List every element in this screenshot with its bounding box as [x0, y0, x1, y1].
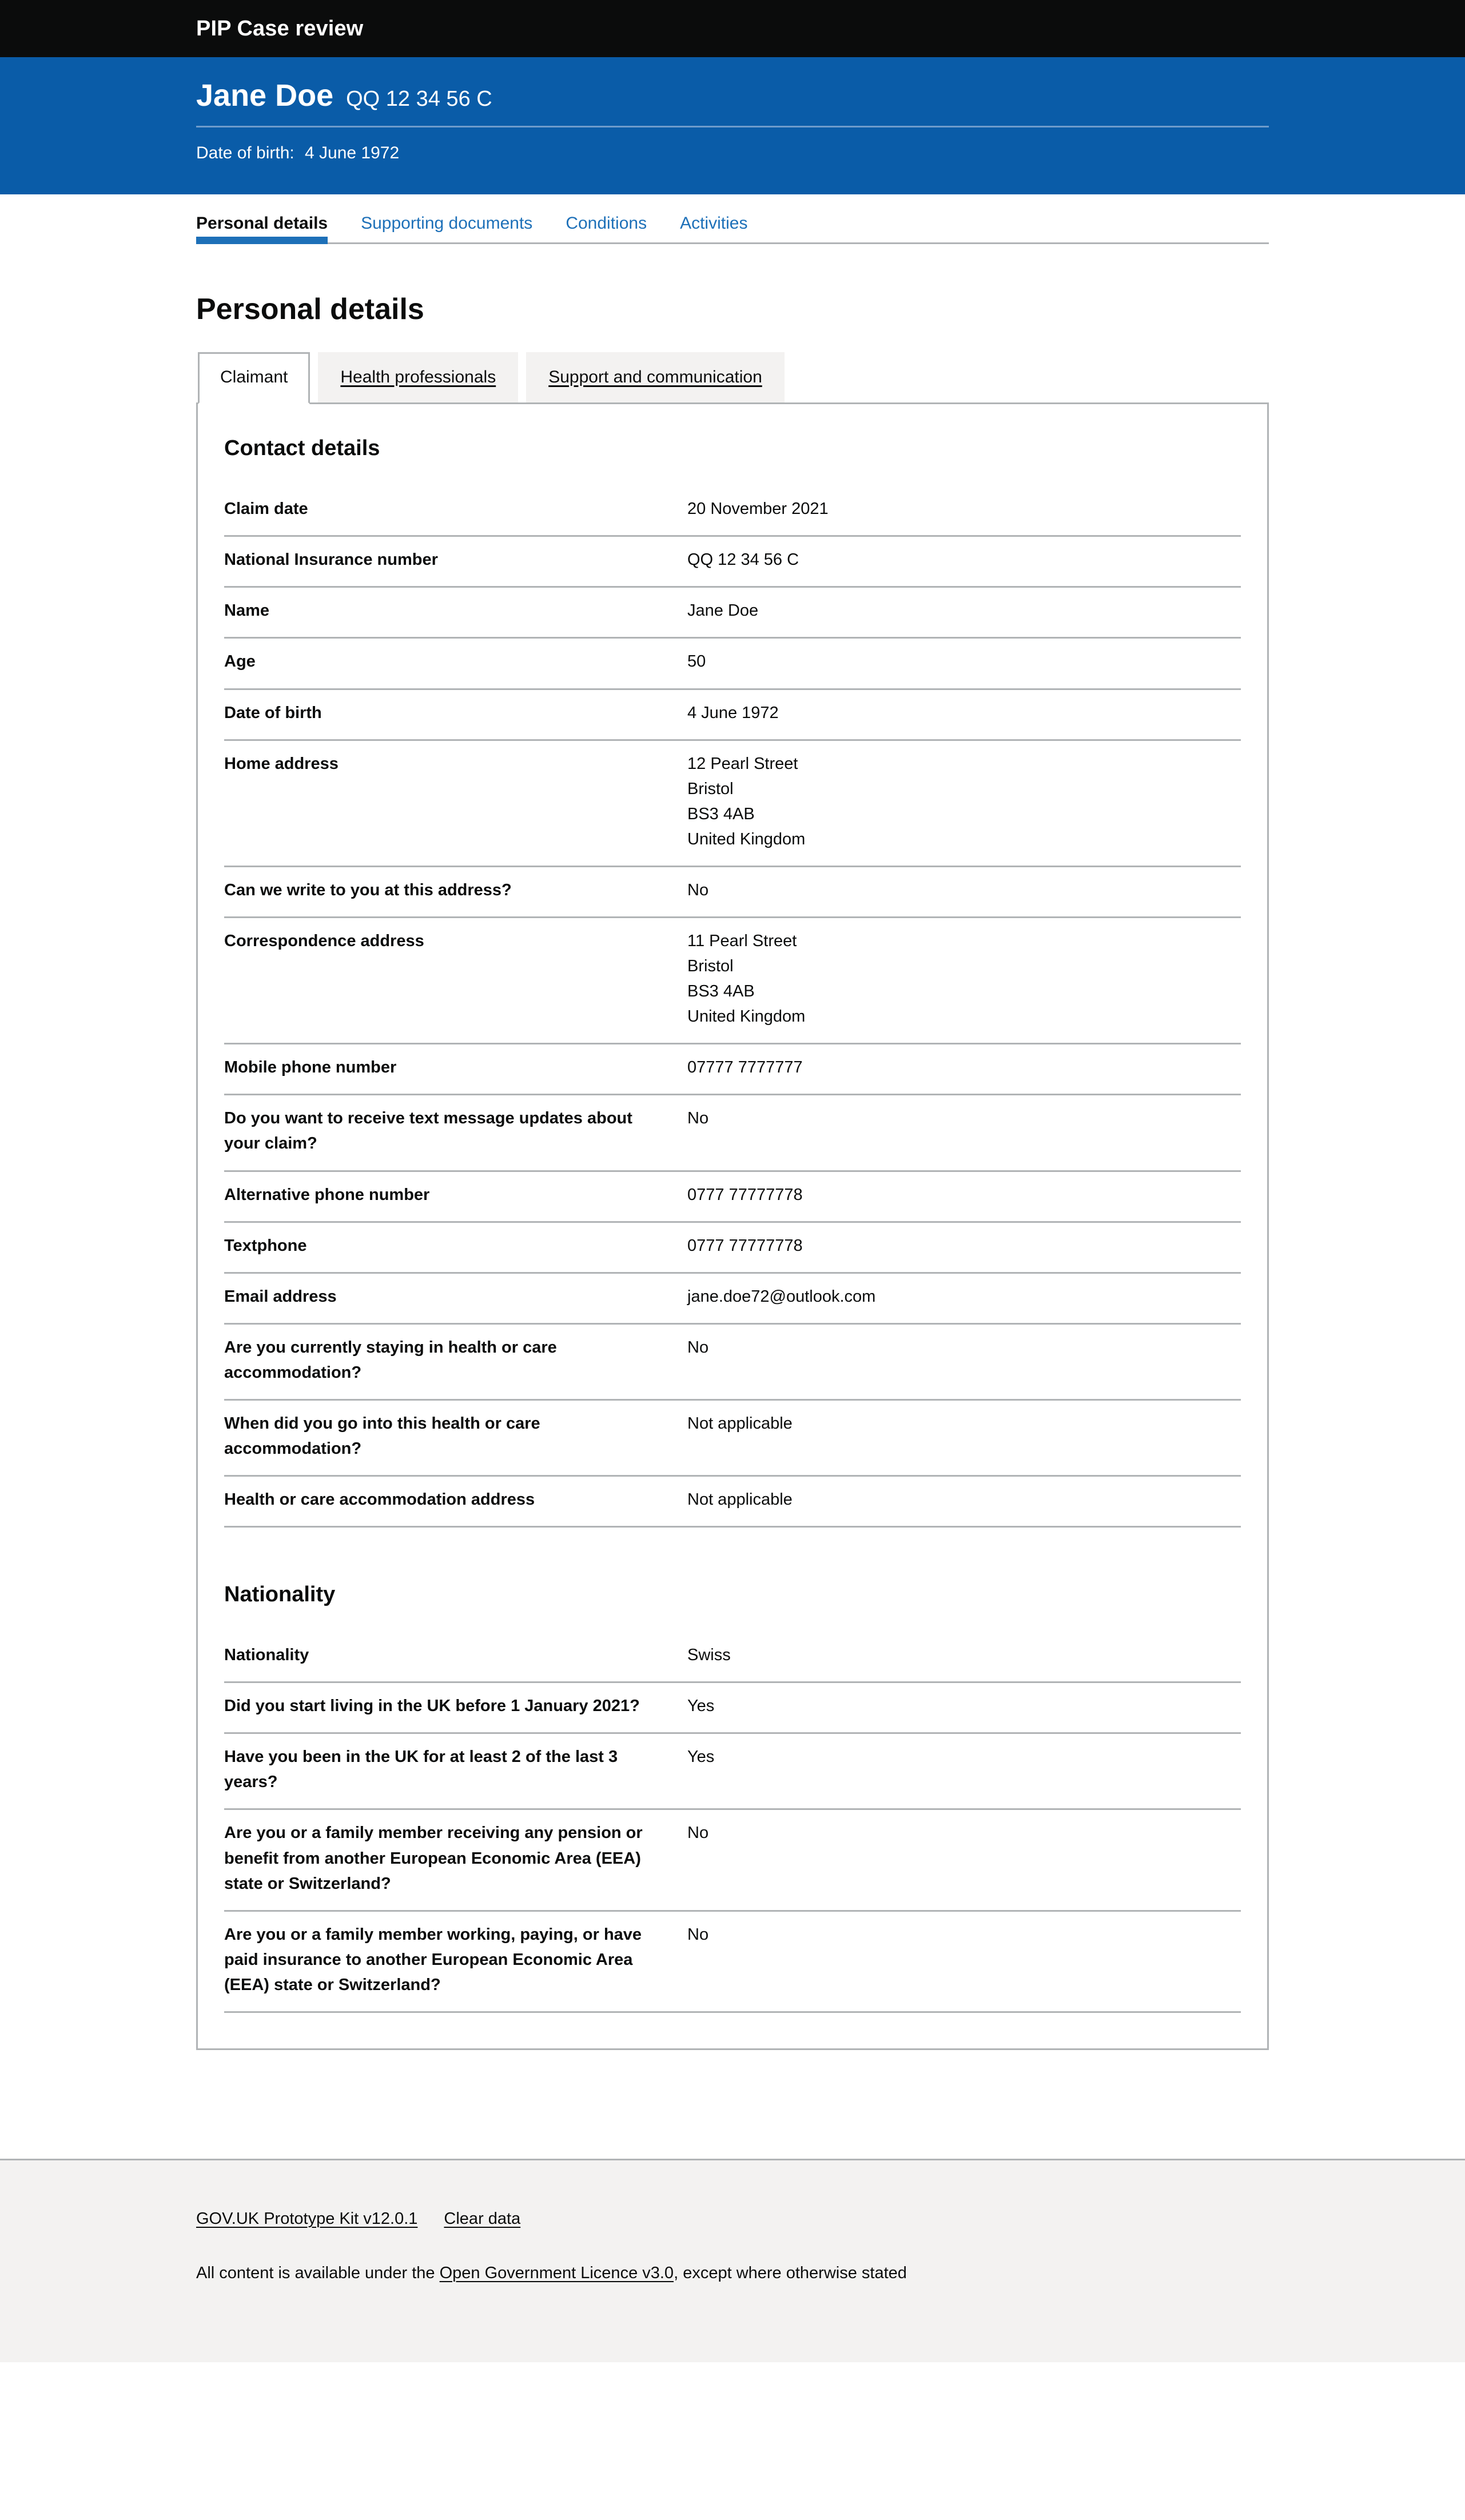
footer-inner [172, 2210, 1293, 2283]
summary-row-key: Alternative phone number [224, 1185, 430, 1204]
open-government-licence-link[interactable]: Open Government Licence v3.0 [439, 2263, 674, 2282]
summary-row-value: Not applicable [687, 1414, 793, 1433]
main-navigation [0, 194, 1465, 244]
summary-row [224, 741, 1241, 867]
summary-row-key: Did you start living in the UK before 1 January 2021? [224, 1697, 640, 1716]
summary-row [224, 1810, 1241, 1911]
summary-row-key: Have you been in the UK for at least 2 of the last 3 years? [224, 1748, 618, 1792]
claimant-nino: QQ 12 34 56 C [346, 87, 492, 111]
address-line: 11 Pearl Street [687, 931, 797, 950]
sub-tabs [196, 352, 1269, 2050]
contact-details-summary-list [224, 486, 1241, 1528]
summary-row [224, 918, 1241, 1044]
summary-row-key: Date of birth [224, 703, 322, 722]
summary-row-value: Not applicable [687, 1490, 793, 1509]
summary-row [224, 1632, 1241, 1683]
claimant-tab-panel [196, 402, 1269, 2050]
summary-row-value: 0777 77777778 [687, 1185, 803, 1204]
summary-row-value: QQ 12 34 56 C [687, 551, 799, 569]
main-nav-item-personal-details[interactable]: Personal details [196, 214, 328, 242]
summary-row-value: Jane Doe [687, 601, 759, 620]
claimant-dob [196, 143, 1269, 163]
claimant-identity [196, 80, 1269, 127]
summary-row-key: Nationality [224, 1646, 309, 1665]
summary-row-key: Are you or a family member receiving any pension or benefit from another European Economic Area (EEA) state or Switzerland? [224, 1824, 643, 1893]
claimant-banner-inner [172, 80, 1293, 163]
page-title: Personal details [196, 293, 424, 326]
summary-row-value: No [687, 1824, 709, 1843]
summary-row [224, 690, 1241, 741]
main-nav-item-conditions[interactable]: Conditions [566, 214, 647, 233]
summary-row [224, 1325, 1241, 1401]
summary-row-value: 50 [687, 652, 706, 671]
summary-row-value: No [687, 1109, 709, 1128]
summary-row [224, 1477, 1241, 1528]
summary-row-key: Claim date [224, 500, 308, 519]
summary-row [224, 639, 1241, 689]
summary-row-key: Do you want to receive text message updates about your claim? [224, 1109, 632, 1153]
summary-row [224, 1044, 1241, 1095]
sub-tab-support-and-communication[interactable] [526, 352, 785, 402]
summary-row-value: jane.doe72@outlook.com [687, 1287, 876, 1306]
summary-row-value: 20 November 2021 [687, 500, 829, 519]
main-nav-item-activities[interactable]: Activities [680, 214, 748, 233]
summary-row-key: Are you or a family member working, paying, or have paid insurance to another European Economic Area (EEA) state or Switzerland? [224, 1925, 642, 1994]
summary-row [224, 1734, 1241, 1810]
summary-row-value: 07777 7777777 [687, 1058, 803, 1077]
address-line: Bristol [687, 957, 734, 976]
service-name: PIP Case review [196, 16, 364, 41]
sub-tabs-list [196, 352, 1269, 402]
nationality-summary-list [224, 1632, 1241, 2013]
summary-row-key: Can we write to you at this address? [224, 880, 512, 899]
claimant-dob-value: 4 June 1972 [305, 143, 400, 162]
claimant-name: Jane Doe [196, 78, 334, 113]
nationality-heading: Nationality [224, 1582, 336, 1607]
summary-row-key: Correspondence address [224, 931, 424, 950]
footer-links [196, 2210, 1269, 2228]
contact-details-heading: Contact details [224, 436, 380, 461]
claimant-banner [0, 57, 1465, 194]
summary-row [224, 1401, 1241, 1477]
summary-row-key: Name [224, 601, 269, 620]
sub-tab-claimant[interactable] [198, 352, 310, 404]
footer-licence-suffix: , except where otherwise stated [674, 2263, 907, 2282]
address-line: United Kingdom [687, 1007, 806, 1026]
summary-row [224, 486, 1241, 537]
prototype-kit-link[interactable]: GOV.UK Prototype Kit v12.0.1 [196, 2209, 418, 2228]
address-line: 12 Pearl Street [687, 754, 798, 773]
service-header-inner [172, 17, 1293, 41]
summary-row-value: Swiss [687, 1646, 731, 1665]
address-line: BS3 4AB [687, 804, 755, 823]
summary-row [224, 1095, 1241, 1171]
main-navigation-inner [172, 214, 1293, 244]
summary-row-key: Email address [224, 1287, 337, 1306]
main-content [172, 293, 1293, 2050]
summary-row-key: Home address [224, 754, 339, 773]
summary-row [224, 1683, 1241, 1734]
address-line: United Kingdom [687, 830, 806, 848]
summary-row [224, 1912, 1241, 2013]
summary-row-value: Yes [687, 1748, 715, 1767]
footer-licence-prefix: All content is available under the [196, 2263, 440, 2282]
page-footer [0, 2159, 1465, 2362]
summary-row [224, 1274, 1241, 1325]
summary-row [224, 867, 1241, 918]
summary-row-key: Are you currently staying in health or care accommodation? [224, 1338, 557, 1382]
sub-tab-label[interactable]: Claimant [220, 368, 288, 387]
address-line: Bristol [687, 779, 734, 798]
summary-row-key: National Insurance number [224, 551, 438, 569]
footer-licence [196, 2264, 1269, 2283]
summary-row [224, 1172, 1241, 1223]
summary-row-value: 0777 77777778 [687, 1236, 803, 1255]
claimant-dob-label: Date of birth: [196, 143, 294, 162]
summary-row-value [687, 751, 1241, 852]
summary-row-value: No [687, 1925, 709, 1944]
summary-row [224, 588, 1241, 639]
summary-row [224, 537, 1241, 588]
main-nav-item-supporting-documents[interactable]: Supporting documents [361, 214, 533, 233]
sub-tab-label[interactable]: Health professionals [340, 368, 496, 387]
summary-row-key: Textphone [224, 1236, 307, 1255]
sub-tab-label[interactable]: Support and communication [548, 368, 762, 387]
summary-row-value [687, 928, 1241, 1029]
address-line: BS3 4AB [687, 982, 755, 1001]
summary-row-key: When did you go into this health or care accommodation? [224, 1414, 540, 1458]
summary-row-value: Yes [687, 1697, 715, 1716]
summary-row-key: Age [224, 652, 256, 671]
summary-row-key: Mobile phone number [224, 1058, 397, 1077]
summary-row [224, 1223, 1241, 1274]
summary-row-key: Health or care accommodation address [224, 1490, 535, 1509]
clear-data-link[interactable]: Clear data [444, 2209, 521, 2228]
main-navigation-list [196, 214, 1269, 244]
service-header [0, 0, 1465, 57]
sub-tab-health-professionals[interactable] [318, 352, 518, 402]
summary-row-value: No [687, 880, 709, 899]
summary-row-value: 4 June 1972 [687, 703, 779, 722]
summary-row-value: No [687, 1338, 709, 1357]
